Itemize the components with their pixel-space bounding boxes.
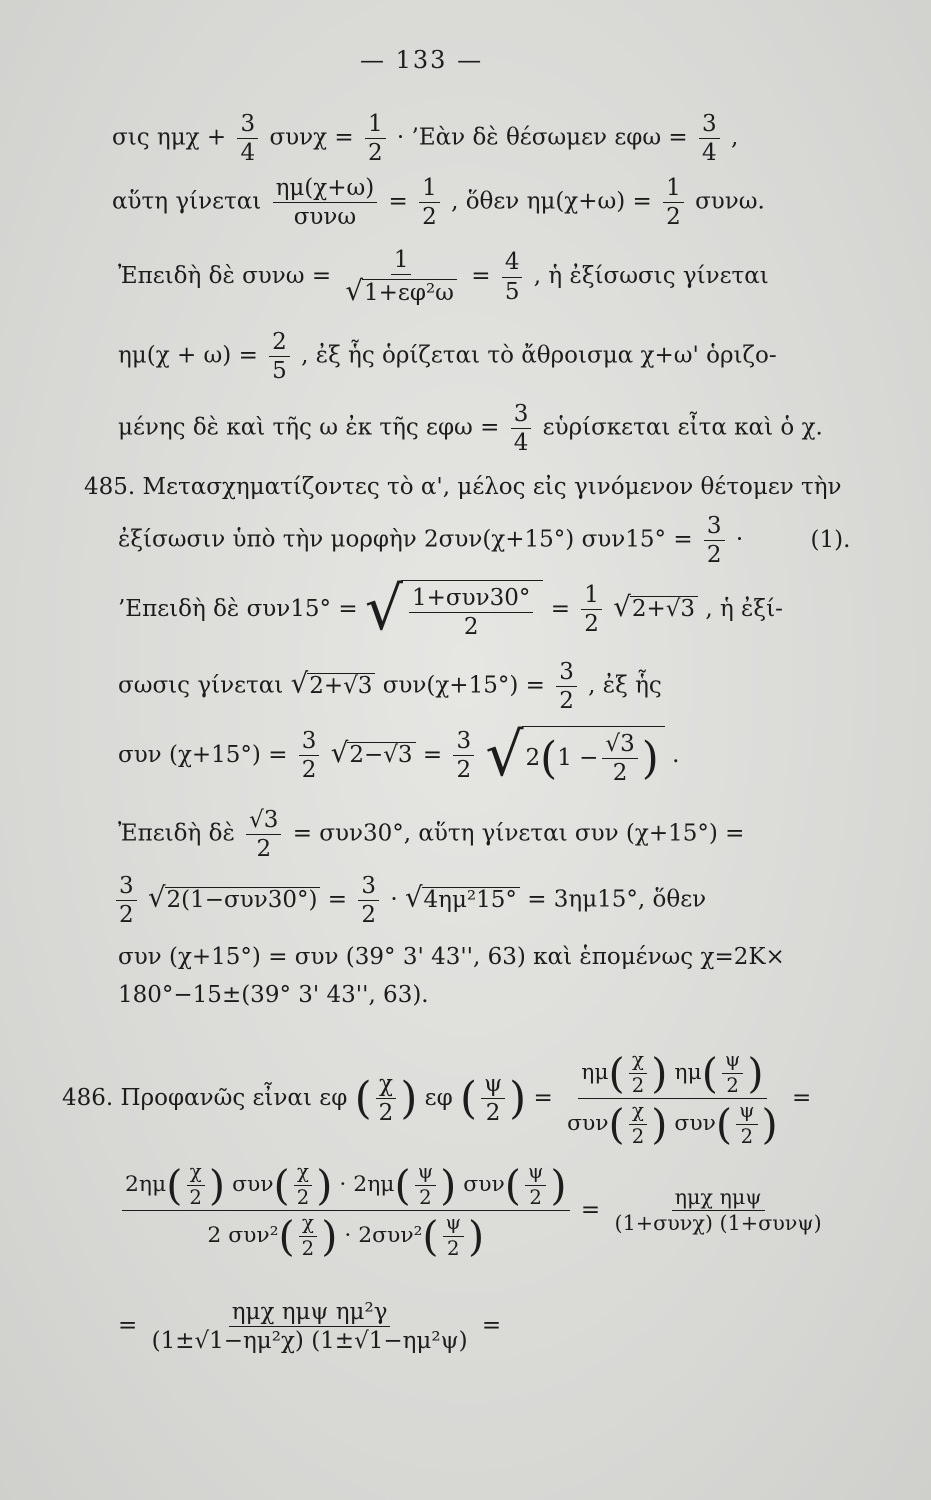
numerator: 1 xyxy=(663,176,684,203)
text: 1 − xyxy=(557,744,599,771)
denominator: 2 xyxy=(361,902,377,929)
equation-line-3 xyxy=(118,248,769,306)
left-paren-icon: ( xyxy=(354,1072,372,1124)
denominator xyxy=(564,1099,781,1147)
big-fraction xyxy=(564,1050,781,1148)
numerator: ψ xyxy=(415,1162,436,1186)
fraction xyxy=(419,176,440,229)
denominator: (1±√1−ημ²χ) (1±√1−ημ²ψ) xyxy=(151,1328,468,1355)
text: συν xyxy=(674,1111,716,1137)
denominator: 5 xyxy=(272,358,287,385)
text: συν (χ+15°) = xyxy=(118,741,288,768)
fraction xyxy=(342,248,460,306)
left-paren-icon: ( xyxy=(608,1099,625,1149)
big-fraction xyxy=(122,1162,570,1260)
sqrt-icon: √ xyxy=(290,666,309,700)
denominator: 2 xyxy=(631,1124,645,1148)
paragraph-485: 485. Μετασχηματίζοντες τὸ α', μέλος εἰς γινόμενον θέτομεν τὴν xyxy=(84,474,842,500)
denominator: 2 xyxy=(367,140,383,167)
fraction xyxy=(237,112,258,165)
equation-line-5 xyxy=(118,402,823,455)
radicand: 4ημ²15° xyxy=(422,887,520,912)
sqrt-expression xyxy=(485,720,664,790)
equation-line-4 xyxy=(118,330,777,383)
numerator: √3 xyxy=(246,808,281,835)
denominator: 2 xyxy=(726,1073,739,1097)
fraction xyxy=(376,1072,397,1125)
text: · 2ημ xyxy=(339,1172,395,1198)
equation-line-17 xyxy=(118,1300,501,1353)
fraction xyxy=(736,1101,757,1147)
fraction xyxy=(365,112,386,165)
equation-line-1 xyxy=(112,112,738,165)
numerator: 1 xyxy=(365,112,386,139)
radicand: 2−√3 xyxy=(347,742,415,767)
numerator: ημχ ημψ xyxy=(672,1187,765,1212)
fraction xyxy=(299,729,320,782)
fraction xyxy=(415,1162,436,1208)
text: , xyxy=(730,124,739,151)
fraction xyxy=(246,808,281,861)
right-paren-icon: ) xyxy=(400,1072,418,1124)
denominator: 2 xyxy=(584,611,599,638)
numerator: χ xyxy=(299,1213,317,1237)
text: συν xyxy=(232,1172,274,1198)
numerator: 3 xyxy=(237,112,258,139)
text: = xyxy=(422,741,443,768)
equation-line-2 xyxy=(112,176,765,229)
text: = xyxy=(550,595,570,622)
right-paren-icon: ) xyxy=(316,1160,333,1210)
numerator: ψ xyxy=(525,1162,546,1186)
text: = 3ημ15°, ὅθεν xyxy=(527,886,707,913)
text: , ἐξ ἧς xyxy=(588,672,662,699)
sqrt-icon: √ xyxy=(404,880,423,914)
numerator: 1 xyxy=(419,176,440,203)
text: ’Επειδὴ δὲ συν15° = xyxy=(118,595,358,622)
text: ημ xyxy=(674,1060,702,1086)
left-paren-icon: ( xyxy=(608,1048,625,1098)
denominator: 4 xyxy=(701,140,717,167)
denominator: 2 xyxy=(612,759,628,786)
numerator: 4 xyxy=(502,250,523,277)
radicand: 2+√3 xyxy=(630,596,698,621)
denominator xyxy=(204,1211,487,1259)
denominator: 2 xyxy=(422,204,437,231)
denominator: 2 xyxy=(463,613,479,640)
fraction xyxy=(502,250,523,303)
text: , ἡ ἐξίσωσις γίνεται xyxy=(533,263,769,290)
text: συν(χ+15°) = xyxy=(382,672,545,699)
text: σις ημχ + xyxy=(112,124,227,151)
equation-line-10 xyxy=(118,720,680,790)
text: συνχ = xyxy=(269,124,354,151)
numerator: 3 xyxy=(704,514,725,541)
fraction xyxy=(581,583,602,636)
text: = xyxy=(481,1312,502,1339)
fraction xyxy=(629,1050,648,1096)
fraction xyxy=(358,874,379,927)
denominator: 2 xyxy=(485,1100,501,1127)
denominator: 2 xyxy=(378,1100,394,1127)
text: · ’Εὰν δὲ θέσωμεν εφω = xyxy=(396,124,688,151)
numerator: ψ xyxy=(722,1050,743,1074)
denominator: 2 xyxy=(706,542,722,569)
text: , ἐξ ἧς ὁρίζεται τὸ ἄθροισμα χ+ω' ὁριζο- xyxy=(301,342,777,369)
text: = xyxy=(327,886,348,913)
right-paren-icon: ) xyxy=(321,1211,338,1261)
sqrt-icon: √ xyxy=(364,574,404,644)
fraction xyxy=(525,1162,546,1208)
denominator: 2 xyxy=(666,204,681,231)
denominator: 4 xyxy=(240,140,256,167)
equation-line-7 xyxy=(118,514,850,567)
text: 2 συν² xyxy=(207,1223,279,1249)
page-number: — 133 — xyxy=(360,46,484,74)
numerator xyxy=(578,1050,766,1099)
numerator: 3 xyxy=(511,402,532,429)
denominator: 2 xyxy=(296,1185,310,1209)
numerator: 3 xyxy=(299,729,320,756)
fraction xyxy=(149,1300,471,1353)
text: . xyxy=(672,741,680,768)
denominator: 2 xyxy=(256,836,272,863)
numerator: √3 xyxy=(602,732,637,759)
denominator: 2 xyxy=(119,902,134,929)
text: ἐξίσωσιν ὑπὸ τὴν μορφὴν 2συν(χ+15°) συν15° = xyxy=(118,526,693,553)
numerator: ημ(χ+ω) xyxy=(273,176,378,203)
numerator xyxy=(122,1162,570,1211)
fraction xyxy=(612,1184,825,1236)
left-paren-icon: ( xyxy=(422,1211,439,1261)
text: συν xyxy=(463,1172,505,1198)
text: Ἐπειδὴ δὲ συνω = xyxy=(118,263,332,290)
fraction xyxy=(299,1213,318,1259)
text: ημ(χ + ω) = xyxy=(118,342,258,369)
numerator: χ xyxy=(376,1072,396,1099)
text: εὑρίσκεται εἶτα καὶ ὁ χ. xyxy=(542,414,823,441)
denominator: 2 xyxy=(447,1236,460,1260)
denominator: 2 xyxy=(740,1124,754,1148)
numerator: 3 xyxy=(358,874,379,901)
numerator: 3 xyxy=(116,874,137,901)
text: · xyxy=(390,886,398,913)
numerator: 2 xyxy=(269,330,290,357)
fraction xyxy=(722,1050,743,1096)
text: = xyxy=(792,1084,812,1111)
numerator: 1+συν30° xyxy=(409,586,533,613)
text: αὕτη γίνεται xyxy=(112,188,262,215)
sqrt-icon: √ xyxy=(345,274,364,308)
right-paren-icon: ) xyxy=(550,1160,567,1210)
text: = συν30°, αὕτη γίνεται συν (χ+15°) = xyxy=(292,820,745,847)
numerator: 3 xyxy=(556,660,577,687)
numerator: 3 xyxy=(699,112,720,139)
numerator: 1 xyxy=(581,583,602,610)
text: Ἐπειδὴ δὲ xyxy=(118,820,235,847)
fraction xyxy=(663,176,684,229)
text: σωσις γίνεται xyxy=(118,672,284,699)
text: 2ημ xyxy=(125,1172,167,1198)
fraction xyxy=(269,330,290,383)
text: συν xyxy=(567,1111,609,1137)
left-paren-icon: ( xyxy=(540,732,558,784)
left-paren-icon: ( xyxy=(273,1160,290,1210)
denominator: 2 xyxy=(301,757,317,784)
numerator: ημχ ημψ ημ²γ xyxy=(229,1300,391,1327)
equation-line-16 xyxy=(118,1162,829,1260)
radicand: 1+εφ²ω xyxy=(362,279,457,305)
numerator: χ xyxy=(294,1162,312,1186)
left-paren-icon: ( xyxy=(701,1048,718,1098)
paragraph-486 xyxy=(62,1050,811,1148)
fraction xyxy=(409,586,533,639)
sqrt-icon: √ xyxy=(485,720,524,790)
right-paren-icon: ) xyxy=(509,1072,527,1124)
sqrt-icon: √ xyxy=(613,589,631,623)
fraction xyxy=(186,1162,205,1208)
equation-line-14: 180°−15±(39° 3' 43'', 63). xyxy=(118,982,429,1008)
left-paren-icon: ( xyxy=(715,1099,733,1149)
text: = xyxy=(118,1312,138,1339)
text: εφ xyxy=(424,1084,453,1111)
numerator: ψ xyxy=(481,1072,505,1099)
numerator: ψ xyxy=(443,1213,464,1237)
equation-label: (1). xyxy=(810,526,851,553)
equation-line-11 xyxy=(118,808,744,861)
right-paren-icon: ) xyxy=(208,1160,226,1210)
text: μένης δὲ καὶ τῆς ω ἐκ τῆς εφω = xyxy=(118,414,500,441)
text: = xyxy=(580,1196,601,1223)
left-paren-icon: ( xyxy=(504,1160,521,1210)
numerator: χ xyxy=(187,1162,205,1186)
right-paren-icon: ) xyxy=(747,1048,764,1098)
right-paren-icon: ) xyxy=(440,1160,457,1210)
fraction xyxy=(699,112,720,165)
numerator: χ xyxy=(629,1050,647,1074)
radicand xyxy=(522,726,665,786)
sqrt-icon: √ xyxy=(330,735,349,769)
sqrt-icon: √ xyxy=(147,880,166,914)
denominator: 2 xyxy=(529,1185,542,1209)
fraction xyxy=(294,1162,313,1208)
fraction xyxy=(704,514,725,567)
text: = xyxy=(533,1084,553,1111)
equation-line-12 xyxy=(112,874,706,927)
denominator: 4 xyxy=(513,430,529,457)
denominator: 2 xyxy=(189,1185,202,1209)
text: · xyxy=(735,526,744,553)
radicand xyxy=(401,580,543,640)
fraction xyxy=(629,1101,648,1147)
denominator: 5 xyxy=(504,278,520,305)
fraction xyxy=(511,402,532,455)
denominator: συνω xyxy=(293,204,357,231)
text: συνω. xyxy=(695,188,765,215)
text: = xyxy=(471,263,491,290)
right-paren-icon: ) xyxy=(651,1048,668,1098)
fraction xyxy=(443,1213,464,1259)
text: , ἡ ἐξί- xyxy=(705,595,783,622)
denominator: 2 xyxy=(559,688,574,715)
fraction xyxy=(116,874,137,927)
numerator: 1 xyxy=(391,248,412,275)
radicand: 2+√3 xyxy=(307,673,375,698)
denominator: 2 xyxy=(419,1185,432,1209)
fraction xyxy=(453,729,474,782)
fraction xyxy=(273,176,378,229)
fraction xyxy=(556,660,577,713)
right-paren-icon: ) xyxy=(467,1211,485,1261)
left-paren-icon: ( xyxy=(278,1211,295,1261)
numerator: ψ xyxy=(736,1101,757,1125)
numerator: χ xyxy=(629,1101,647,1125)
text: , ὅθεν ημ(χ+ω) = xyxy=(451,188,652,215)
fraction xyxy=(602,732,637,785)
left-paren-icon: ( xyxy=(394,1160,411,1210)
sqrt-expression xyxy=(364,574,543,644)
denominator: 2 xyxy=(456,757,472,784)
denominator: 2 xyxy=(631,1073,645,1097)
fraction xyxy=(481,1072,505,1125)
right-paren-icon: ) xyxy=(651,1099,668,1149)
denominator: (1+συνχ) (1+συνψ) xyxy=(614,1211,822,1236)
numerator: 3 xyxy=(453,729,474,756)
equation-line-8 xyxy=(118,574,783,644)
right-paren-icon: ) xyxy=(641,732,659,784)
text: · 2συν² xyxy=(344,1223,423,1249)
text: 486. Προφανῶς εἶναι εφ xyxy=(62,1084,348,1111)
text: = xyxy=(388,188,408,215)
text: 2 xyxy=(525,744,541,771)
equation-line-9 xyxy=(118,660,662,713)
denominator xyxy=(342,275,460,306)
equation-line-13: συν (χ+15°) = συν (39° 3' 43'', 63) καὶ ἑπομένως χ=2Κ× xyxy=(118,944,785,970)
radicand: 2(1−συν30°) xyxy=(165,887,321,912)
left-paren-icon: ( xyxy=(166,1160,183,1210)
right-paren-icon: ) xyxy=(761,1099,778,1149)
denominator: 2 xyxy=(301,1236,315,1260)
text: ημ xyxy=(581,1060,609,1086)
left-paren-icon: ( xyxy=(460,1072,478,1124)
